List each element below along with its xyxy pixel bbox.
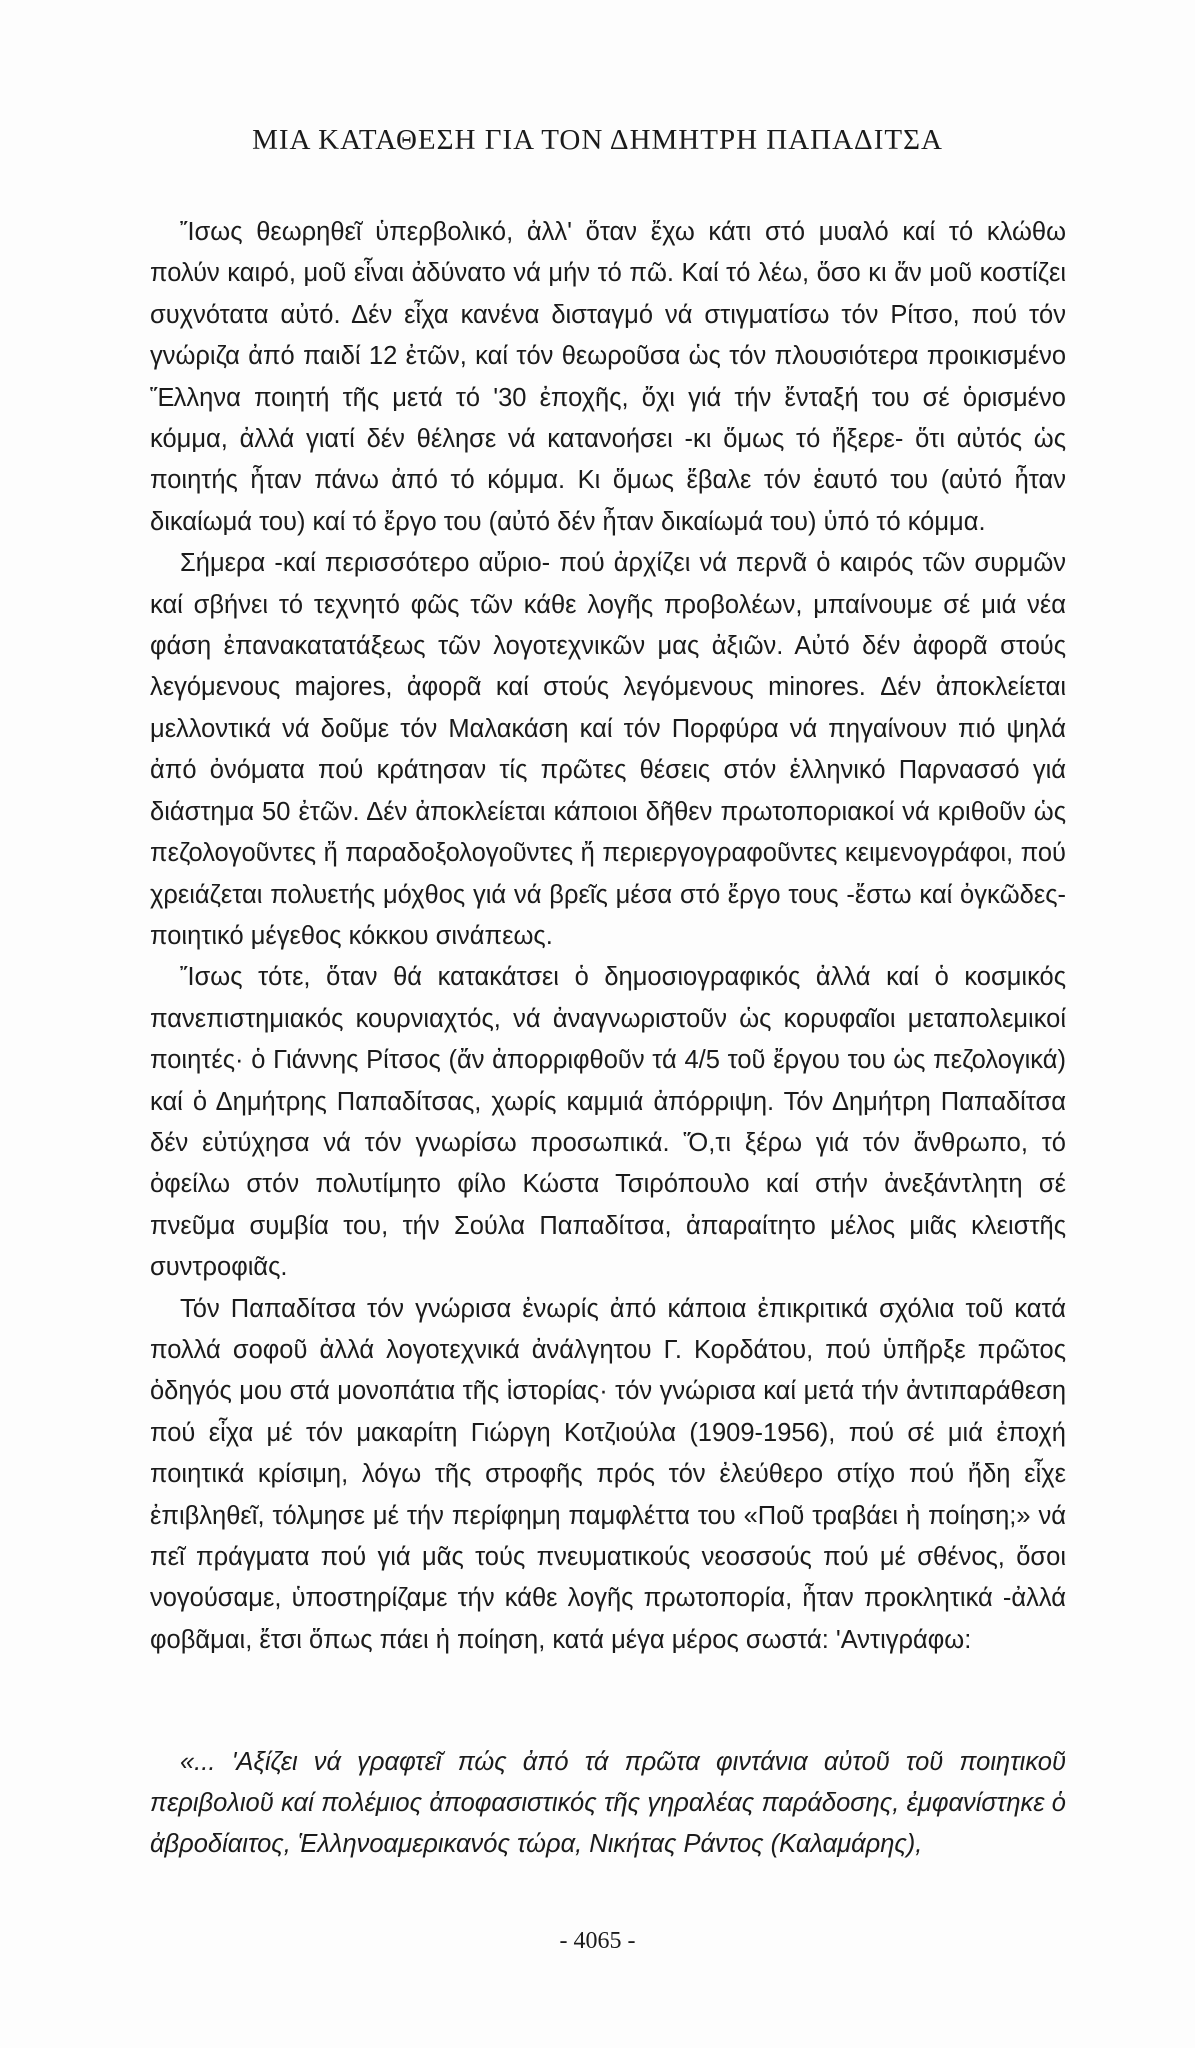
page-number: - 4065 - [559,1928,636,1954]
paragraph-3: Ἴσως τότε, ὅταν θά κατακάτσει ὁ δημοσιογραφικός ἀλλά καί ὁ κοσμικός πανεπιστημιακός κουρνιαχτός, νά ἀναγνωριστοῦν ὡς κορυφαῖοι μεταπολεμικοί ποιητές· ὁ Γιάννης Ρίτσος (ἄν ἀπορριφθοῦν τά 4/5 τοῦ ἔργου του ὡς πεζολογικά) καί ὁ Δημήτρης Παπαδίτσας, χωρίς καμμιά ἀπόρριψη. Τόν Δημήτρη Παπαδίτσα δέν εὐτύχησα νά τόν γνωρίσω προσωπικά. Ὅ,τι ξέρω γιά τόν ἄνθρωπο, τό ὀφείλω στόν πολυτίμητο φίλο Κώστα Τσιρόπουλο καί στήν ἀνεξάντλητη σέ πνεῦμα συμβία του, τήν Σούλα Παπαδίτσα, ἀπαραίτητο μέλος μιᾶς κλειστῆς συντροφιᾶς. [150,963,1066,1282]
page-title: ΜΙΑ ΚΑΤΑΘΕΣΗ ΓΙΑ ΤΟΝ ΔΗΜΗΤΡΗ ΠΑΠΑΔΙΤΣΑ [252,124,943,156]
paragraph-2: Σήμερα -καί περισσότερο αὔριο- πού ἀρχίζει νά περνᾶ ὁ καιρός τῶν συρμῶν καί σβήνει τό τεχνητό φῶς τῶν κάθε λογῆς προβολέων, μπαίνουμε σέ μιά νέα φάση ἐπανακατατάξεως τῶν λογοτεχνικῶν μας ἀξιῶν. Αὐτό δέν ἀφορᾶ στούς λεγόμενους majores, ἀφορᾶ καί στούς λεγόμενους minores. Δέν ἀποκλείεται μελλοντικά νά δοῦμε τόν Μαλακάση καί τόν Πορφύρα νά πηγαίνουν πιό ψηλά ἀπό ὀνόματα πού κράτησαν τίς πρῶτες θέσεις στόν ἑλληνικό Παρνασσό γιά διάστημα 50 ἐτῶν. Δέν ἀποκλείεται κάποιοι δῆθεν πρωτοποριακοί νά κριθοῦν ὡς πεζολογοῦντες ἤ παραδοξολογοῦντες ἤ περιεργογραφοῦντες κειμενογράφοι, πού χρειάζεται πολυετής μόχθος γιά νά βρεῖς μέσα στό ἔργο τους -ἔστω καί ὀγκῶδες- ποιητικό μέγεθος κόκκου σινάπεως. [150,549,1066,950]
paragraph-4: Τόν Παπαδίτσα τόν γνώρισα ἐνωρίς ἀπό κάποια ἐπικριτικά σχόλια τοῦ κατά πολλά σοφοῦ ἀλλά λογοτεχνικά ἀνάλγητου Γ. Κορδάτου, πού ὑπῆρξε πρῶτος ὁδηγός μου στά μονοπάτια τῆς ἱστορίας· τόν γνώρισα καί μετά τήν ἀντιπαράθεση πού εἶχα μέ τόν μακαρίτη Γιώργη Κοτζιούλα (1909-1956), πού σέ μιά ἐποχή ποιητικά κρίσιμη, λόγω τῆς στροφῆς πρός τόν ἐλεύθερο στίχο πού ἤδη εἶχε ἐπιβληθεῖ, τόλμησε μέ τήν περίφημη παμφλέττα του «Ποῦ τραβάει ἡ ποίηση;» νά πεῖ πράγματα πού γιά μᾶς τούς πνευματικούς νεοσσούς πού μέ σθένος, ὅσοι νογούσαμε, ὑποστηρίζαμε τήν κάθε λογῆς πρωτοπορία, ἦταν προκλητικά -ἀλλά φοβᾶμαι, ἔτσι ὅπως πάει ἡ ποίηση, κατά μέγα μέρος σωστά: 'Αντιγράφω: [150,1294,1066,1654]
paragraph-1: Ἴσως θεωρηθεῖ ὑπερβολικό, ἀλλ' ὅταν ἔχω κάτι στό μυαλό καί τό κλώθω πολύν καιρό, μοῦ εἶναι ἀδύνατο νά μήν τό πῶ. Καί τό λέω, ὅσο κι ἄν μοῦ κοστίζει συχνότατα αὐτό. Δέν εἶχα κανένα δισταγμό νά στιγματίσω τόν Ρίτσο, πού τόν γνώριζα ἀπό παιδί 12 ἐτῶν, καί τόν θεωροῦσα ὡς τόν πλουσιότερα προικισμένο Ἕλληνα ποιητή τῆς μετά τό '30 ἐποχῆς, ὄχι γιά τήν ἔνταξή του σέ ὁρισμένο κόμμα, ἀλλά γιατί δέν θέλησε νά κατανοήσει -κι ὅμως τό ἤξερε- ὅτι αὐτός ὡς ποιητής ἦταν πάνω ἀπό τό κόμμα. Κι ὅμως ἔβαλε τόν ἑαυτό του (αὐτό ἦταν δικαίωμά του) καί τό ἔργο του (αὐτό δέν ἦταν δικαίωμά του) ὑπό τό κόμμα. [150,218,1066,536]
body-text [150,212,1066,1661]
block-quote: «... 'Αξίζει νά γραφτεῖ πώς ἀπό τά πρῶτα φιντάνια αὐτοῦ τοῦ ποιητικοῦ περιβολιοῦ καί πολέμιος ἀποφασιστικός τῆς γηραλέας παράδοσης, ἐμφανίστηκε ὁ ἀβροδίαιτος, Ἑλληνοαμερικανός τώρα, Νικήτας Ράντος (Καλαμάρης), [150,1748,1066,1858]
